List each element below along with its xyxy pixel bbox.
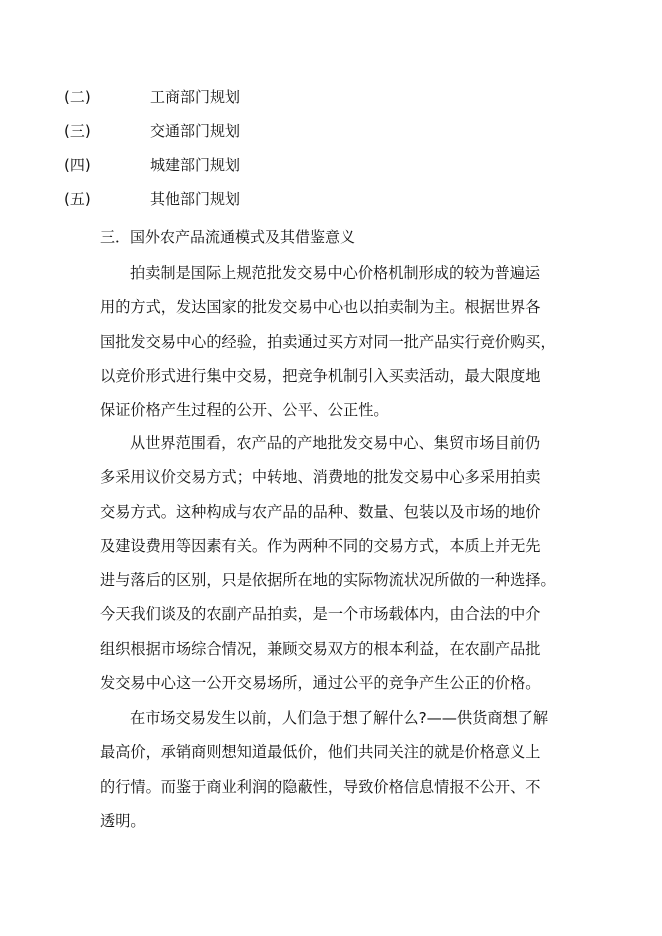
outline-item-4: [64, 154, 240, 176]
outline-text: 城建部门规划: [150, 156, 241, 174]
outline-text: 工商部门规划: [150, 88, 241, 106]
paragraph-line: 发交易中心这一公开交易场所，通过公平的竞争产生公正的价格。: [100, 674, 541, 693]
paragraph-line: 今天我们谈及的农副产品拍卖，是一个市场载体内，由合法的中介: [100, 605, 541, 624]
paragraph-line: 透明。: [100, 811, 146, 830]
paragraph-line: 进与落后的区别，只是依据所在地的实际物流状况所做的一种选择。: [100, 571, 556, 590]
section-heading: 三．国外农产品流通模式及其借鉴意义: [100, 228, 356, 246]
paragraph-line: 国批发交易中心的经验，拍卖通过买方对同一批产品实行竞价购买，: [100, 332, 556, 351]
outline-item-3: [64, 120, 240, 142]
paragraph-line: 交易方式。这种构成与农产品的品种、数量、包装以及市场的地价: [100, 502, 541, 521]
paragraph-line: 保证价格产生过程的公开、公平、公正性。: [100, 401, 389, 420]
paragraph-line: 从世界范围看，农产品的产地批发交易中心、集贸市场目前仍: [130, 434, 541, 452]
outline-item-5: [64, 188, 240, 210]
paragraph-line: 以竞价形式进行集中交易，把竞争机制引入买卖活动，最大限度地: [100, 366, 541, 385]
paragraph-line: 的行情。而鉴于商业利润的隐蔽性，导致价格信息情报不公开、不: [100, 777, 541, 796]
outline-number: (二): [64, 88, 91, 106]
outline-number: (五): [64, 190, 91, 208]
paragraph-line: 用的方式，发达国家的批发交易中心也以拍卖制为主。根据世界各: [100, 298, 541, 317]
paragraph-line: 最高价，承销商则想知道最低价，他们共同关注的就是价格意义上: [100, 743, 541, 762]
outline-number: (四): [64, 156, 91, 174]
outline-number: (三): [64, 122, 91, 140]
paragraph-line: 及建设费用等因素有关。作为两种不同的交易方式，本质上并无先: [100, 536, 541, 555]
paragraph-line: 组织根据市场综合情况，兼顾交易双方的根本利益，在农副产品批: [100, 639, 541, 658]
paragraph-auction: [100, 256, 560, 427]
paragraph-line: 多采用议价交易方式；中转地、消费地的批发交易中心多采用拍卖: [100, 468, 541, 487]
paragraph-world-scope: [100, 426, 560, 700]
outline-text: 其他部门规划: [150, 190, 241, 208]
outline-text: 交通部门规划: [150, 122, 241, 140]
paragraph-line: 在市场交易发生以前，人们急于想了解什么?——供货商想了解: [130, 709, 549, 727]
paragraph-market-trading: [100, 701, 560, 838]
paragraph-line: 拍卖制是国际上规范批发交易中心价格机制形成的较为普遍运: [130, 264, 541, 282]
outline-item-2: [64, 86, 240, 108]
